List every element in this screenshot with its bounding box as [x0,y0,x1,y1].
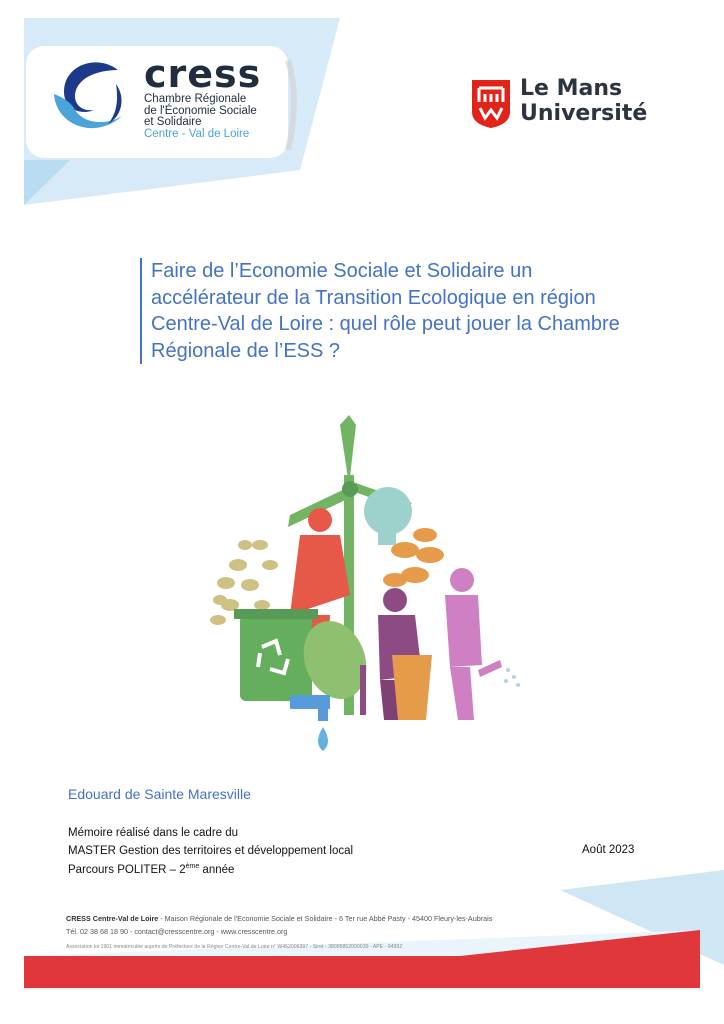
cress-line-3: et Solidaire [144,116,202,128]
le-mans-universite-logo [470,76,670,132]
master-program-line: MASTER Gestion des territoires et développement local [68,845,354,857]
cress-subtitle [144,94,257,140]
footer-org-name: CRESS Centre-Val de Loire [66,914,159,923]
document-title: Faire de l’Economie Sociale et Solidaire un accélérateur de la Transition Ecologique en région Centre-Val de Loire : quel rôle peut jouer la Chambre Régionale de l’ESS ? [151,260,620,362]
cress-line-4: Centre - Val de Loire [144,127,250,140]
cress-line-2: de l'Économie Sociale [144,104,257,117]
le-mans-line-1: Le Mans [520,76,623,101]
footer-legal: Association loi 1901 immatriculée auprès de Préfecture de la Région Centre-Val de Loire n° W452006397 - Siret - 38095852000039 - APE - 9499Z [66,944,403,950]
author-name: Edouard de Sainte Maresville [68,786,251,802]
le-mans-line-2: Université [520,101,648,126]
le-mans-shield-icon [470,78,512,130]
thesis-context-line: Mémoire réalisé dans le cadre du [68,827,239,839]
cress-wordmark: cress [144,52,262,96]
document-title-block [140,258,621,364]
footer-contact: Tél. 02 38 68 18 90 - contact@cresscentre.org - www.cresscentre.org [66,927,288,936]
footer-address [66,914,492,923]
program-year-suffix: année [199,863,235,876]
ecological-transition-illustration [200,415,540,760]
cress-swirl-icon [46,54,136,144]
cress-logo [26,46,288,158]
cress-line-1: Chambre Régionale [144,93,247,105]
footer-org-address: - Maison Régionale de l'Economie Sociale et Solidaire - 6 Ter rue Abbé Pasty - 45400 Fleury-les-Aubrais [158,914,493,923]
program-track-text: Parcours POLITER – 2 [68,863,186,876]
le-mans-wordmark [520,76,647,126]
submission-date: Août 2023 [582,844,635,856]
program-year-ordinal: ème [185,863,200,870]
